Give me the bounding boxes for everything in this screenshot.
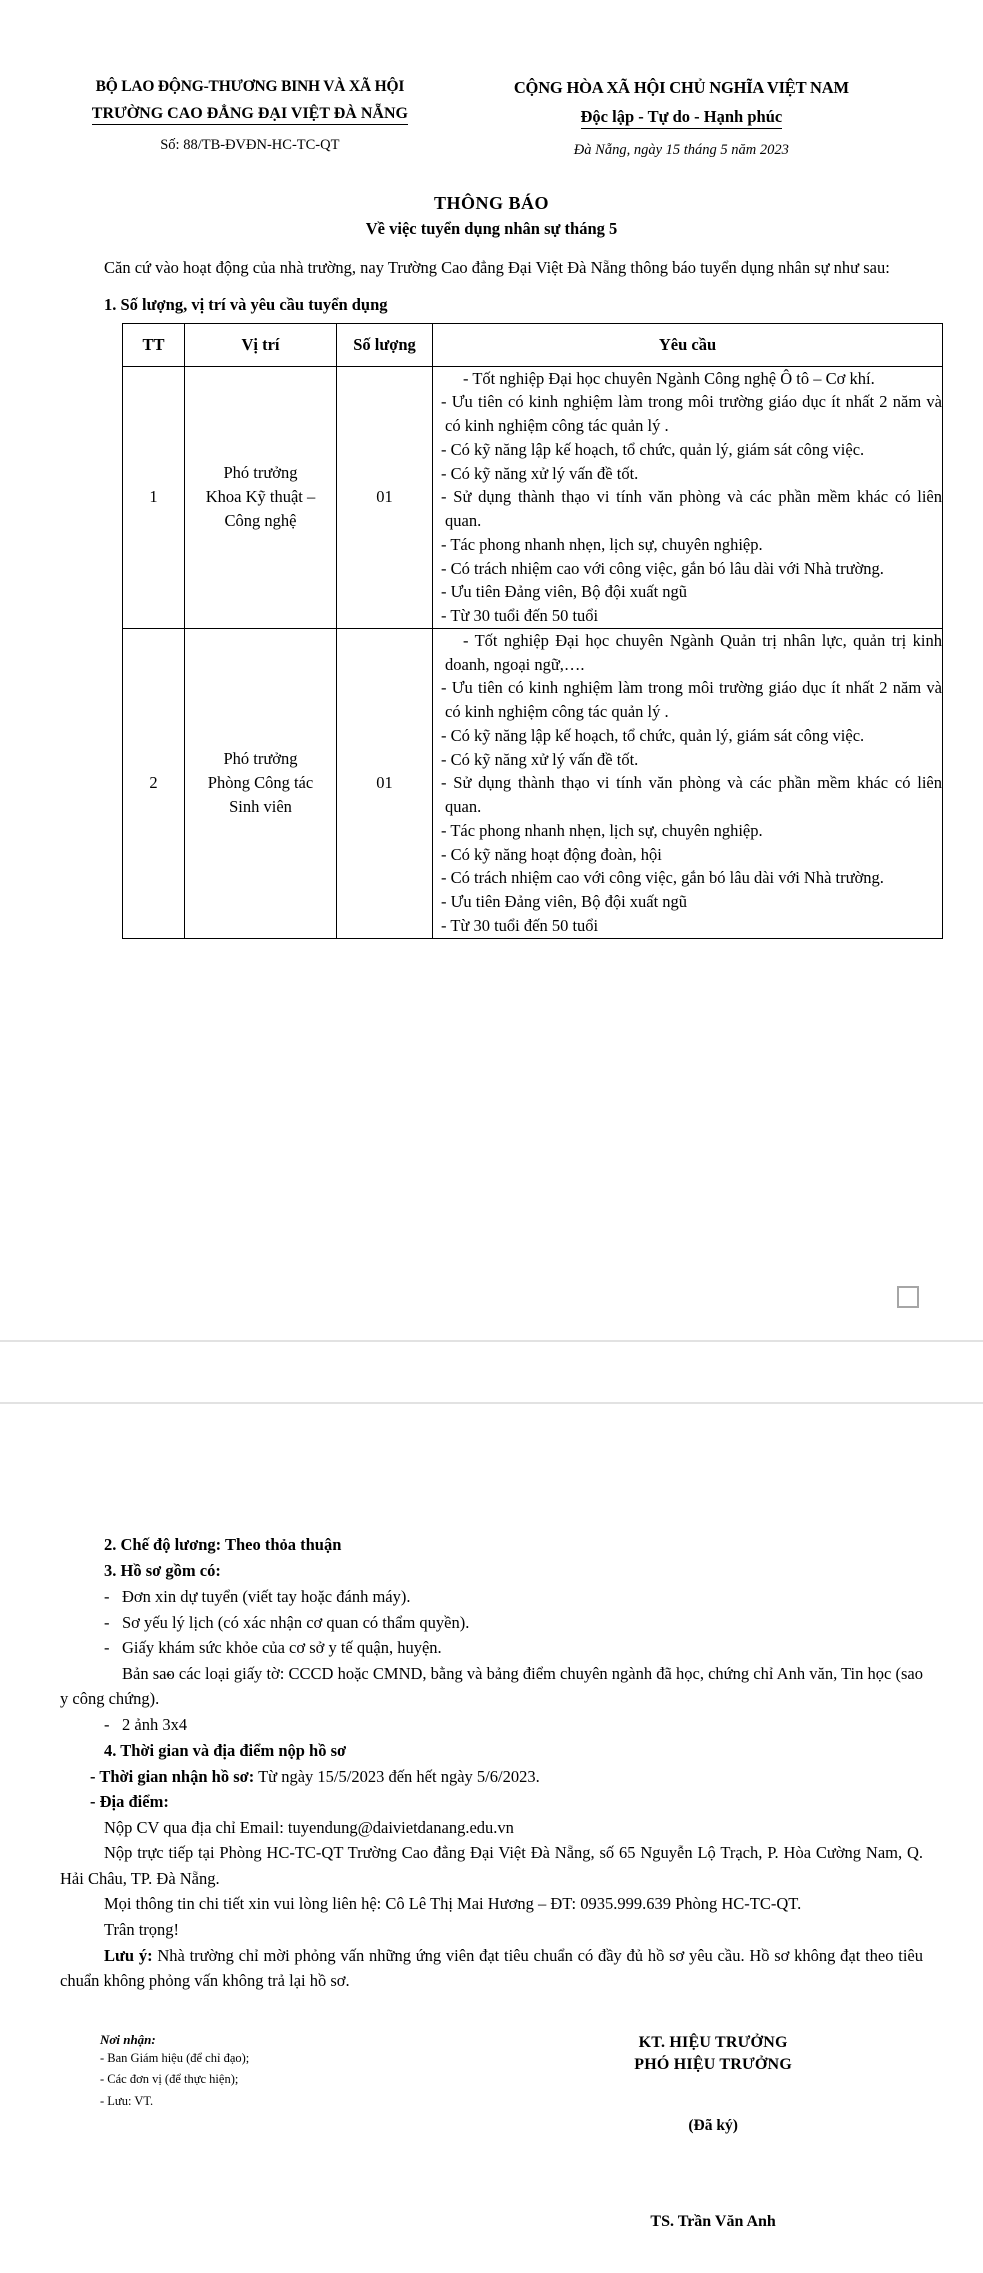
submission-time-value: Từ ngày 15/5/2023 đến hết ngày 5/6/2023. [254, 1766, 540, 1786]
requirement-item: - Có kỹ năng lập kế hoạch, tổ chức, quản lý, giám sát công việc. [441, 725, 865, 745]
cell-position [185, 366, 337, 628]
required-documents-list [60, 1584, 923, 1737]
list-item: - Giấy khám sức khỏe của cơ sở y tế quận, huyện. [60, 1635, 923, 1661]
section-1-heading: 1. Số lượng, vị trí và yêu cầu tuyển dụng [104, 294, 388, 314]
recipient-item: - Ban Giám hiệu (để chỉ đạo); [100, 2050, 250, 2065]
contact-line: Mọi thông tin chi tiết xin vui lòng liên hệ: Cô Lê Thị Mai Hương – ĐT: 0935.999.639 Phòng HC-TC-QT. [104, 1894, 802, 1914]
signer-name: TS. Trần Văn Anh [650, 2213, 776, 2231]
requirement-item: - Ưu tiên Đảng viên, Bộ đội xuất ngũ [441, 582, 688, 602]
requirement-item: - Có trách nhiệm cao với công việc, gắn bó lâu dài với Nhà trường. [441, 558, 884, 578]
document-page-2 [0, 1404, 983, 2273]
position-line: Phòng Công tác [207, 773, 314, 793]
requirement-item: - Tốt nghiệp Đại học chuyên Ngành Quản trị nhân lực, quản trị kinh doanh, ngoại ngữ,…. [445, 630, 942, 674]
cell-quantity: 01 [337, 366, 433, 628]
requirement-item: - Có kỹ năng xử lý vấn đề tốt. [441, 749, 639, 769]
column-header-quantity: Số lượng [337, 323, 433, 366]
document-header [60, 0, 923, 159]
list-item: - Sơ yếu lý lịch (có xác nhận cơ quan có thẩm quyền). [60, 1610, 923, 1636]
requirement-item: - Tác phong nhanh nhẹn, lịch sự, chuyên nghiệp. [441, 820, 763, 840]
list-item: - Bản sao các loại giấy tờ: CCCD hoặc CMND, bằng và bảng điểm chuyên ngành đã học, chứng chỉ Anh văn, Tin học (sao y công chứng). [60, 1661, 923, 1712]
table-row [123, 366, 943, 628]
position-line: Khoa Kỹ thuật – [205, 487, 316, 507]
page-subtitle: Về việc tuyển dụng nhân sự tháng 5 [365, 219, 618, 238]
header-left-column [60, 78, 440, 159]
requirement-item: - Có kỹ năng xử lý vấn đề tốt. [441, 463, 639, 483]
note-text: Nhà trường chỉ mời phỏng vấn những ứng viên đạt tiêu chuẩn có đầy đủ hồ sơ yêu cầu. Hồ sơ không đạt theo tiêu chuẩn không phỏng vấn không trả lại hồ sơ. [60, 1945, 923, 1991]
column-header-requirements: Yêu cầu [433, 323, 943, 366]
list-item: - 2 ảnh 3x4 [60, 1712, 923, 1738]
column-header-tt: TT [123, 323, 185, 366]
position-line: Công nghệ [224, 511, 297, 531]
email-submission-line: Nộp CV qua địa chỉ Email: tuyendung@daivietdanang.edu.vn [104, 1817, 514, 1837]
page-2-content [60, 1404, 923, 2231]
section-3-heading: 3. Hồ sơ gồm có: [104, 1561, 221, 1581]
requirement-item: - Có kỹ năng lập kế hoạch, tổ chức, quản lý, giám sát công việc. [441, 439, 865, 459]
page-separator [0, 1340, 983, 1404]
submission-place-label: - Địa điểm: [90, 1792, 169, 1812]
submission-time-line [90, 1764, 923, 1790]
list-item: - Đơn xin dự tuyển (viết tay hoặc đánh máy). [60, 1584, 923, 1610]
intro-paragraph: Căn cứ vào hoạt động của nhà trường, nay Trường Cao đẳng Đại Việt Đà Nẵng thông báo tuyển dụng nhân sự như sau: [104, 258, 890, 277]
signer-title-line-2: PHÓ HIỆU TRƯỞNG [634, 2056, 792, 2074]
recipient-item: - Lưu: VT. [100, 2093, 154, 2108]
submission-time-label: - Thời gian nhận hồ sơ: [90, 1766, 255, 1786]
document-title-block [60, 193, 923, 239]
table-resize-handle[interactable] [897, 1286, 919, 1308]
cell-tt: 1 [123, 366, 185, 628]
table-header-row [123, 323, 943, 366]
requirement-item: - Có kỹ năng hoạt động đoàn, hội [441, 844, 662, 864]
recipients-block [60, 2032, 503, 2231]
table-row [123, 628, 943, 938]
requirement-item: - Có trách nhiệm cao với công việc, gắn bó lâu dài với Nhà trường. [441, 868, 884, 888]
requirement-item: - Ưu tiên có kinh nghiệm làm trong môi trường giáo dục ít nhất 2 năm và có kinh nghiệm công tác quản lý . [441, 392, 942, 436]
signer-title-line-1: KT. HIỆU TRƯỞNG [638, 2033, 788, 2051]
requirement-item: - Tốt nghiệp Đại học chuyên Ngành Công nghệ Ô tô – Cơ khí. [463, 368, 875, 388]
column-header-position: Vị trí [185, 323, 337, 366]
position-line: Phó trưởng [223, 463, 298, 483]
page-title: THÔNG BÁO [433, 193, 549, 213]
requirement-item: - Sử dụng thành thạo vi tính văn phòng và các phần mềm khác có liên quan. [441, 487, 942, 531]
national-motto: Độc lập - Tự do - Hạnh phúc [581, 107, 783, 129]
requirement-item: - Ưu tiên có kinh nghiệm làm trong môi trường giáo dục ít nhất 2 năm và có kinh nghiệm công tác quản lý . [441, 678, 942, 722]
recipients-label: Nơi nhận: [100, 2031, 156, 2047]
cell-quantity: 01 [337, 628, 433, 938]
cell-requirements [433, 628, 943, 938]
section-2-heading: 2. Chế độ lương: Theo thỏa thuận [104, 1535, 342, 1554]
submission-place-line [90, 1789, 923, 1815]
signer-block [503, 2032, 923, 2231]
cell-tt: 2 [123, 628, 185, 938]
document-number: Số: 88/TB-ĐVĐN-HC-TC-QT [160, 137, 340, 153]
cell-position [185, 628, 337, 938]
requirement-item: - Ưu tiên Đảng viên, Bộ đội xuất ngũ [441, 892, 688, 912]
signed-mark: (Đã ký) [688, 2117, 738, 2135]
position-line: Phó trưởng [223, 749, 298, 769]
school-name: TRƯỜNG CAO ĐẲNG ĐẠI VIỆT ĐÀ NẴNG [92, 105, 408, 125]
ministry-name: BỘ LAO ĐỘNG-THƯƠNG BINH VÀ XÃ HỘI [95, 78, 405, 95]
position-line: Sinh viên [229, 797, 292, 817]
requirement-item: - Từ 30 tuổi đến 50 tuổi [441, 606, 599, 626]
recruitment-table [122, 323, 943, 939]
regards-line: Trân trọng! [104, 1919, 180, 1939]
requirement-item: - Sử dụng thành thạo vi tính văn phòng và các phần mềm khác có liên quan. [441, 773, 942, 817]
section-4-heading: 4. Thời gian và địa điểm nộp hồ sơ [104, 1740, 347, 1760]
signature-block [60, 2032, 923, 2231]
header-right-column [440, 78, 923, 159]
cell-requirements [433, 366, 943, 628]
note-label: Lưu ý: [104, 1945, 153, 1965]
place-and-date: Đà Nẵng, ngày 15 tháng 5 năm 2023 [573, 142, 789, 158]
address-submission-line: Nộp trực tiếp tại Phòng HC-TC-QT Trường Cao đẳng Đại Việt Đà Nẵng, số 65 Nguyễn Lộ Trạch, P. Hòa Cường Nam, Q. Hải Châu, TP. Đà Nẵng. [60, 1843, 923, 1888]
note-line [60, 1943, 923, 1994]
recipient-item: - Các đơn vị (để thực hiện); [100, 2072, 239, 2087]
requirement-item: - Từ 30 tuổi đến 50 tuổi [441, 915, 599, 935]
requirement-item: - Tác phong nhanh nhẹn, lịch sự, chuyên nghiệp. [441, 534, 763, 554]
country-name: CỘNG HÒA XÃ HỘI CHỦ NGHĨA VIỆT NAM [513, 78, 849, 97]
